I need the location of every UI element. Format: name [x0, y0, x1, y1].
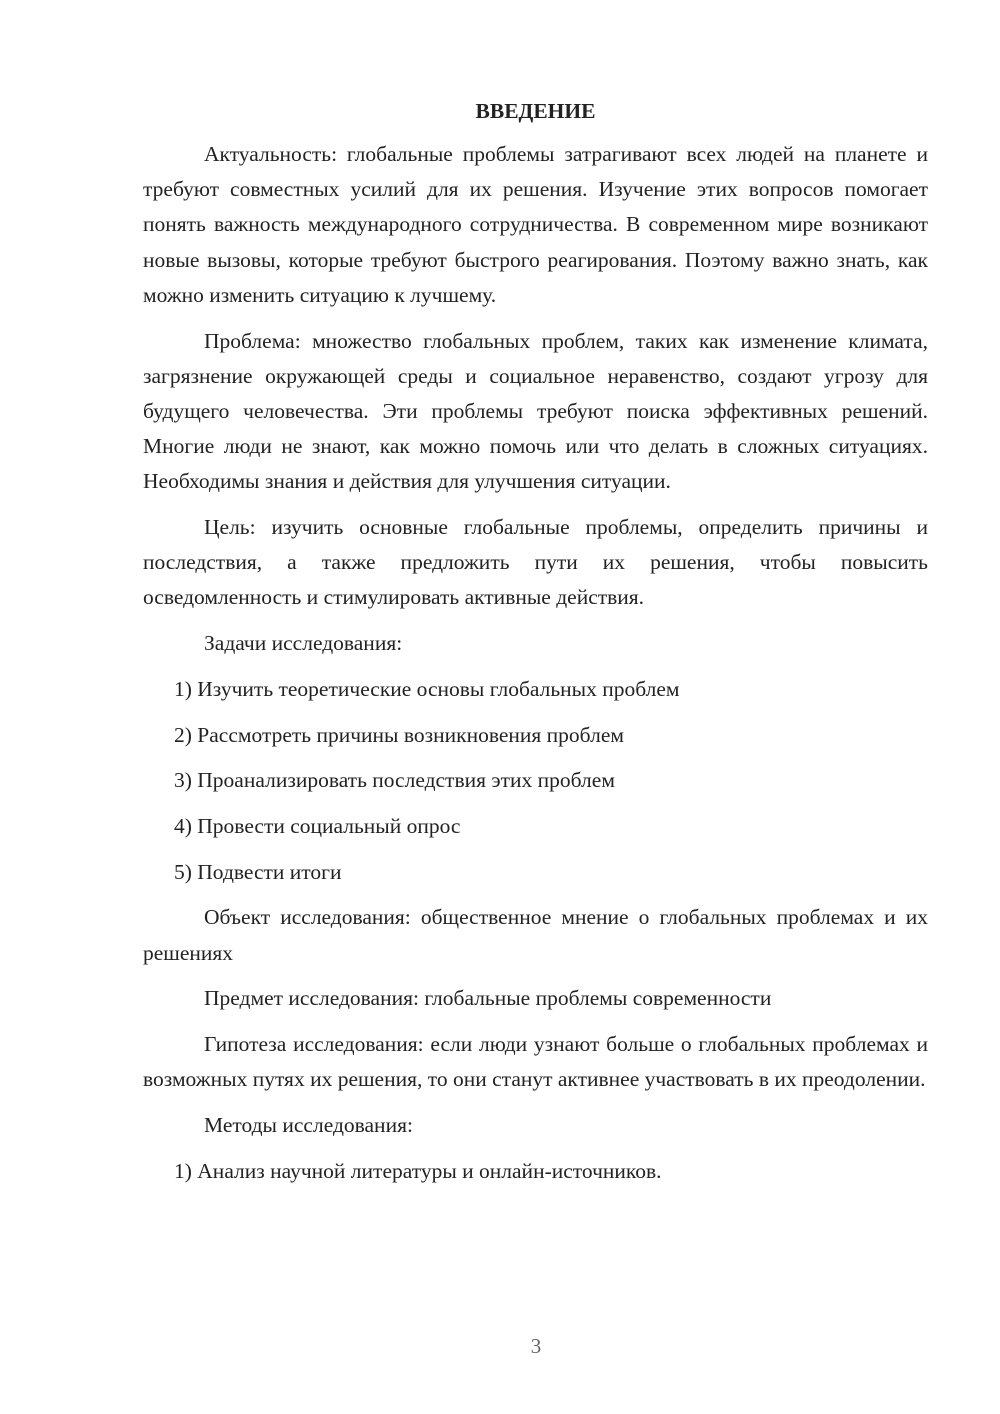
- paragraph-problem: Проблема: множество глобальных проблем, таких как изменение климата, загрязнение окружающей среды и социальное неравенство, создают угрозу для будущего человечества. Эти проблемы требуют поиска эффективных решений. Многие люди не знают, как можно помочь или что делать в сложных ситуациях. Необходимы знания и действия для улучшения ситуации.: [143, 328, 928, 494]
- tasks-heading: Задачи исследования:: [204, 631, 403, 656]
- document-page: [143, 96, 928, 1199]
- paragraph-goal: Цель: изучить основные глобальные проблемы, определить причины и последствия, а также предложить пути их решения, чтобы повысить осведомленность и стимулировать активные действия.: [143, 515, 928, 610]
- paragraph-object: Объект исследования: общественное мнение о глобальных проблемах и их решениях: [143, 905, 928, 965]
- task-item-2: 2) Рассмотреть причины возникновения проблем: [174, 722, 624, 747]
- task-item-4: 4) Провести социальный опрос: [174, 813, 461, 838]
- paragraph-subject: Предмет исследования: глобальные проблемы современности: [204, 986, 772, 1011]
- section-title: ВВЕДЕНИЕ: [475, 99, 596, 123]
- method-item-1: 1) Анализ научной литературы и онлайн-источников.: [174, 1158, 662, 1183]
- methods-heading: Методы исследования:: [204, 1112, 413, 1137]
- paragraph-relevance: Актуальность: глобальные проблемы затрагивают всех людей на планете и требуют совместных усилий для их решения. Изучение этих вопросов помогает понять важность международного сотрудничества. В современном мире возникают новые вызовы, которые требуют быстрого реагирования. Поэтому важно знать, как можно изменить ситуацию к лучшему.: [143, 142, 928, 307]
- page-number: 3: [530, 1334, 542, 1358]
- task-item-5: 5) Подвести итоги: [174, 859, 342, 884]
- task-item-1: 1) Изучить теоретические основы глобальных проблем: [174, 676, 680, 701]
- paragraph-hypothesis: Гипотеза исследования: если люди узнают больше о глобальных проблемах и возможных путях их решения, то они станут активнее участвовать в их преодолении.: [143, 1031, 928, 1092]
- task-item-3: 3) Проанализировать последствия этих проблем: [174, 768, 615, 793]
